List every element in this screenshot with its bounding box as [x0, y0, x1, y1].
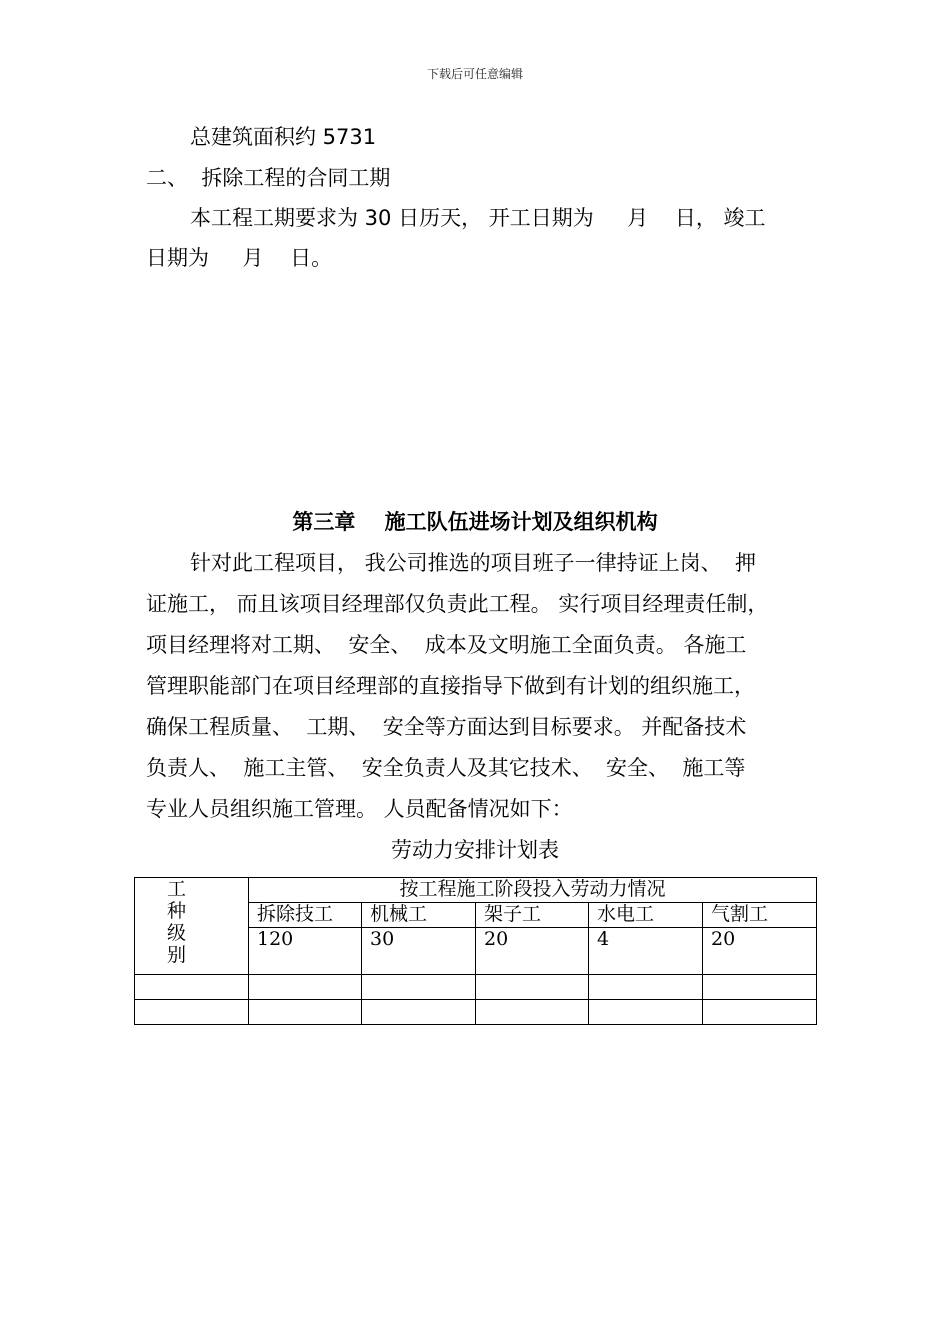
paragraph-line: 确保工程质量、 工期、 安全等方面达到目标要求。 并配备技术 [146, 715, 747, 739]
header-note: 下载后可任意编辑 [426, 67, 523, 81]
empty-cell [249, 1000, 362, 1025]
table-row [135, 1000, 817, 1025]
empty-cell [476, 975, 589, 1000]
empty-cell [589, 1000, 703, 1025]
value-cell: 4 [589, 928, 703, 975]
empty-cell [589, 975, 703, 1000]
empty-cell [362, 975, 476, 1000]
empty-cell [135, 975, 249, 1000]
value-cell: 120 [249, 928, 362, 975]
section-heading: 二、 拆除工程的合同工期 [146, 166, 391, 190]
empty-cell [135, 1000, 249, 1025]
row-header-char: 级 [166, 922, 186, 944]
row-header-char: 别 [166, 944, 186, 966]
paragraph-line: 项目经理将对工期、 安全、 成本及文明施工全面负责。 各施工 [146, 633, 747, 657]
column-header: 拆除技工 [249, 903, 362, 928]
column-header: 水电工 [589, 903, 703, 928]
paragraph-line: 专业人员组织施工管理。 人员配备情况如下： [146, 797, 573, 821]
column-header: 气割工 [703, 903, 817, 928]
group-header: 按工程施工阶段投入劳动力情况 [249, 878, 817, 903]
value-cell: 20 [476, 928, 589, 975]
row-header-char: 种 [166, 900, 186, 922]
paragraph-line: 证施工， 而且该项目经理部仅负责此工程。 实行项目经理责任制， [146, 592, 769, 616]
empty-cell [703, 975, 817, 1000]
empty-cell [362, 1000, 476, 1025]
paragraph-line: 管理职能部门在项目经理部的直接指导下做到有计划的组织施工， [146, 674, 755, 698]
row-header-cell [135, 878, 249, 975]
chapter-title: 第三章 施工队伍进场计划及组织机构 [292, 510, 658, 534]
column-header: 机械工 [362, 903, 476, 928]
body-line: 日期为 月 日。 [146, 246, 333, 270]
paragraph-line: 负责人、 施工主管、 安全负责人及其它技术、 安全、 施工等 [146, 756, 746, 780]
row-header-char: 工 [166, 878, 186, 900]
column-header: 架子工 [476, 903, 589, 928]
table-row [135, 975, 817, 1000]
table-caption: 劳动力安排计划表 [391, 838, 559, 862]
empty-cell [476, 1000, 589, 1025]
empty-cell [703, 1000, 817, 1025]
labor-plan-table [134, 877, 817, 1025]
paragraph-line: 针对此工程项目， 我公司推选的项目班子一律持证上岗、 押 [190, 551, 757, 575]
body-line: 总建筑面积约 5731 [190, 125, 377, 149]
empty-cell [249, 975, 362, 1000]
body-line: 本工程工期要求为 30 日历天， 开工日期为 月 日， 竣工 [190, 206, 766, 230]
value-cell: 20 [703, 928, 817, 975]
value-cell: 30 [362, 928, 476, 975]
